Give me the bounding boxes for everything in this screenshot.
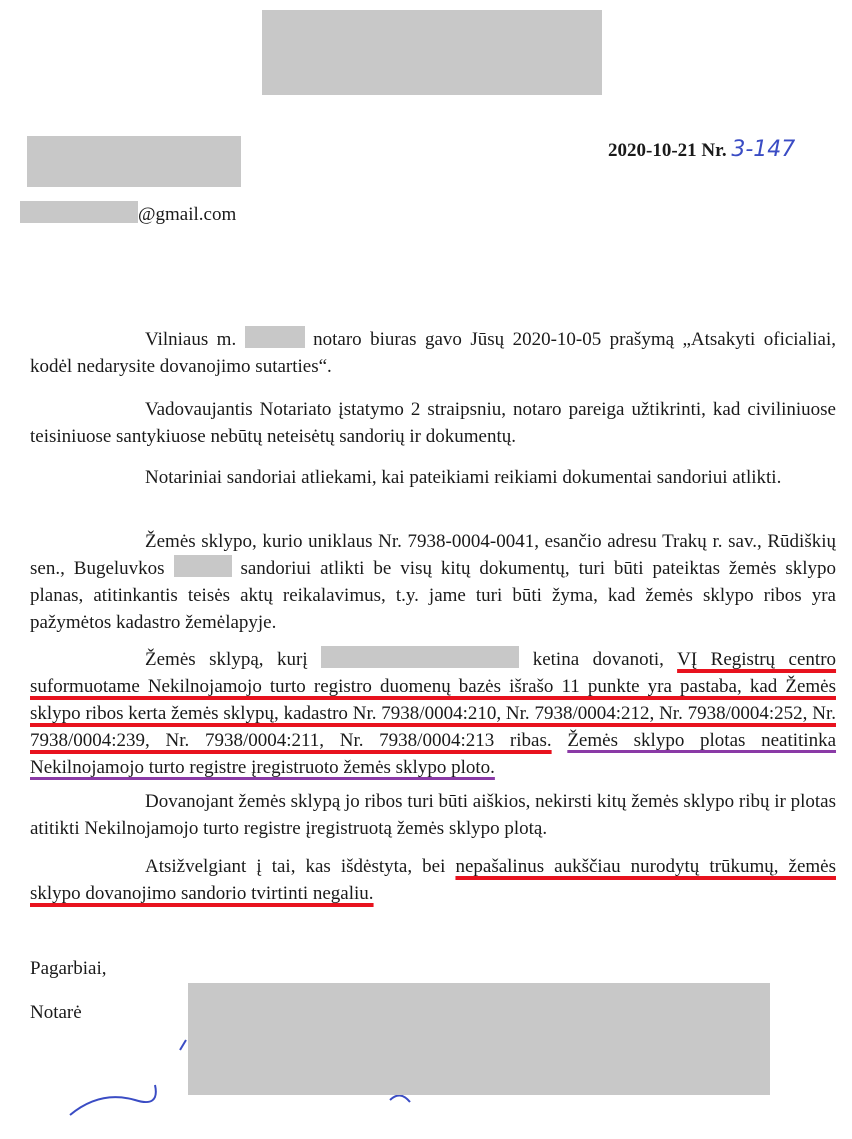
paragraph-conclusion: Atsižvelgiant į tai, kas išdėstyta, bei nepašalinus aukščiau nurodytų trūkumų, žemės sklypo dovanojimo sandorio tvirtinti negaliu. [30, 856, 837, 904]
red-underlined-registry-note: VĮ Registrų centro suformuotame Nekilnojamojo turto registro duomenų bazės išrašo 11 punkte yra pastaba, kad Žemės sklypo ribos kerta žemės sklypų, kadastro Nr. 7938/0004:210, Nr. 7938/0004:212, Nr. 7938/0004:252, Nr. 7938/0004:239, Nr. 7938/0004:211, Nr. 7938/0004:213 ribas. [30, 649, 837, 751]
paragraph-donation-requirements: Dovanojant žemės sklypą jo ribos turi būti aiškios, nekirsti kitų žemės sklypo ribų ir plotas atitikti Nekilnojamojo turto registre įregistruotą žemės sklypo plotą. [30, 791, 836, 839]
redacted-notary-name [245, 326, 305, 348]
email-domain: @gmail.com [138, 204, 237, 225]
paragraph-notary-law: Vadovaujantis Notariato įstatymo 2 straipsniu, notaro pareiga užtikrinti, kad civiliniuose teisiniuose santykiuose nebūtų neteisėtų sandorių ir dokumentų. [30, 399, 836, 447]
redacted-recipient-name [27, 136, 241, 187]
purple-underlined-area-mismatch: Žemės sklypo plotas neatitinka Nekilnojamojo turto registre įregistruoto žemės sklypo ploto. [30, 730, 837, 778]
redacted-address-detail [174, 555, 232, 577]
redacted-email-user [20, 201, 138, 223]
paragraph-land-plot-plan: Žemės sklypo, kurio uniklaus Nr. 7938-0004-0041, esančio adresu Trakų r. sav., Rūdiškių sen., Bugeluvkos sandoriui atlikti be visų kitų dokumentų, turi būti pateiktas žemės sklypo planas, atitinkantis teisės aktų reikalavimus, t.y. jame turi būti žyma, kad žemės sklypo ribos yra pažymėtos kadastro žemėlapyje. [30, 531, 837, 633]
signer-title: Notarė [30, 1002, 82, 1023]
redacted-letterhead [262, 10, 602, 95]
paragraph-notarial-transactions: Notariniai sandoriai atliekami, kai pateikiami reikiami dokumentai sandoriui atlikti. [145, 467, 782, 488]
handwritten-doc-number: 3-147 [731, 137, 796, 162]
document-date-number [608, 137, 795, 162]
closing-regards: Pagarbiai, [30, 958, 107, 979]
redacted-donor-name [321, 646, 519, 668]
document-date: 2020-10-21 Nr. [608, 140, 727, 161]
paragraph-request-received: Vilniaus m. notaro biuras gavo Jūsų 2020-10-05 prašymą „Atsakyti oficialiai, kodėl nedarysite dovanojimo sutarties“. [30, 326, 836, 380]
redacted-signature-block [188, 983, 770, 1095]
paragraph-registry-issues: Žemės sklypą, kurį ketina dovanoti, VĮ Registrų centro suformuotame Nekilnojamojo turto registro duomenų bazės išrašo 11 punkte yra pastaba, kad Žemės sklypo ribos kerta žemės sklypų, kadastro Nr. 7938/0004:210, Nr. 7938/0004:212, Nr. 7938/0004:252, Nr. 7938/0004:239, Nr. 7938/0004:211, Nr. 7938/0004:213 ribas. Žemės sklypo plotas neatitinka Nekilnojamojo turto registre įregistruoto žemės sklypo ploto. [30, 646, 836, 781]
recipient-email [20, 201, 236, 226]
red-underlined-refusal: nepašalinus aukščiau nurodytų trūkumų, žemės sklypo dovanojimo sandorio tvirtinti negaliu. [30, 856, 837, 904]
